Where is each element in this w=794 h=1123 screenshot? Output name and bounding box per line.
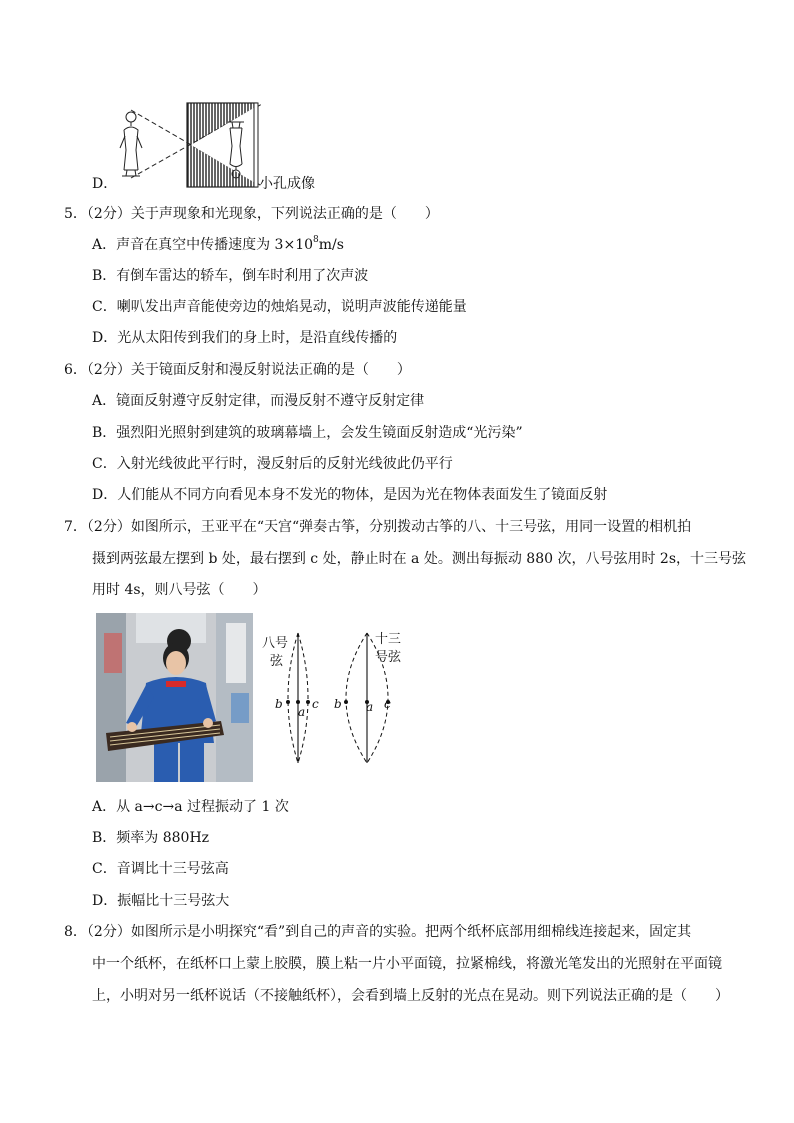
q7-stem-line3: 用时 4s，则八号弦（ ） bbox=[92, 582, 267, 598]
q4-option-d-caption: 小孔成像 bbox=[259, 176, 315, 192]
q6-option-d: D．人们能从不同方向看见本身不发光的物体，是因为光在物体表面发生了镜面反射 bbox=[92, 487, 608, 503]
q5-option-b: B．有倒车雷达的轿车，倒车时利用了次声波 bbox=[92, 268, 369, 284]
label-c-eighth: c bbox=[312, 697, 319, 711]
label-eighth-1: 八号 bbox=[262, 636, 289, 651]
label-c-thirteenth: c bbox=[384, 697, 391, 711]
q5-option-c: C．喇叭发出声音能使旁边的烛焰晃动，说明声波能传递能量 bbox=[92, 299, 467, 315]
astronaut-guzheng-photo bbox=[96, 613, 253, 782]
label-a-thirteenth: a bbox=[366, 700, 374, 714]
q7-option-a: A．从 a→c→a 过程振动了 1 次 bbox=[92, 799, 289, 815]
label-a-eighth: a bbox=[298, 705, 306, 719]
q5-option-d: D．光从太阳传到我们的身上时，是沿直线传播的 bbox=[92, 330, 398, 346]
q8-stem-line2: 中一个纸杯，在纸杯口上蒙上胶膜，膜上粘一片小平面镜，拉紧棉线，将激光笔发出的光照射在平面镜 bbox=[92, 956, 722, 972]
object-person-icon bbox=[120, 112, 142, 176]
point-b-thirteenth bbox=[344, 700, 348, 704]
q7-stem-line1: 7．（2分）如图所示，王亚平在“天宫“弹奏古筝，分别拨动古筝的八、十三号弦，用同一设置的相机拍 bbox=[64, 519, 692, 535]
eighth-string bbox=[286, 633, 310, 763]
pinhole-imaging-figure bbox=[112, 100, 262, 192]
q6-option-b: B．强烈阳光照射到建筑的玻璃幕墙上，会发生镜面反射造成“光污染” bbox=[92, 425, 523, 441]
q6-stem: 6．（2分）关于镜面反射和漫反射说法正确的是（ ） bbox=[64, 362, 411, 378]
point-c-eighth bbox=[306, 700, 310, 704]
q5-option-a: A．声音在真空中传播速度为 $3\times 10^8m/s$ bbox=[92, 235, 344, 253]
q6-option-c: C．入射光线彼此平行时，漫反射后的反射光线彼此仍平行 bbox=[92, 456, 453, 472]
label-b-eighth: b bbox=[275, 697, 283, 711]
q8-stem-line1: 8．（2分）如图所示是小明探究“看”到自己的声音的实验。把两个纸杯底部用细棉线连接起来，固定其 bbox=[64, 924, 692, 940]
q6-option-a: A．镜面反射遵守反射定律，而漫反射不遵守反射定律 bbox=[92, 393, 425, 409]
q7-option-b: B．频率为 880Hz bbox=[92, 830, 210, 846]
label-thirteenth-1: 十三 bbox=[375, 632, 402, 647]
q8-stem-line3: 上，小明对另一纸杯说话（不接触纸杯），会看到墙上反射的光点在晃动。则下列说法正确的是（ ） bbox=[92, 988, 729, 1004]
label-eighth-2: 弦 bbox=[270, 654, 284, 669]
label-b-thirteenth: b bbox=[334, 697, 342, 711]
q7-option-c: C．音调比十三号弦高 bbox=[92, 861, 229, 877]
label-thirteenth-2: 号弦 bbox=[375, 650, 402, 665]
q7-stem-line2: 摄到两弦最左摆到 b 处，最右摆到 c 处，静止时在 a 处。测出每振动 880 次，八号弦用时 2s，十三号弦 bbox=[92, 551, 747, 567]
q5-stem: 5．（2分）关于声现象和光现象，下列说法正确的是（ ） bbox=[64, 206, 439, 222]
q7-option-d: D．振幅比十三号弦大 bbox=[92, 893, 230, 909]
point-b-eighth bbox=[286, 700, 290, 704]
q4-option-d-label: D． bbox=[92, 176, 118, 192]
